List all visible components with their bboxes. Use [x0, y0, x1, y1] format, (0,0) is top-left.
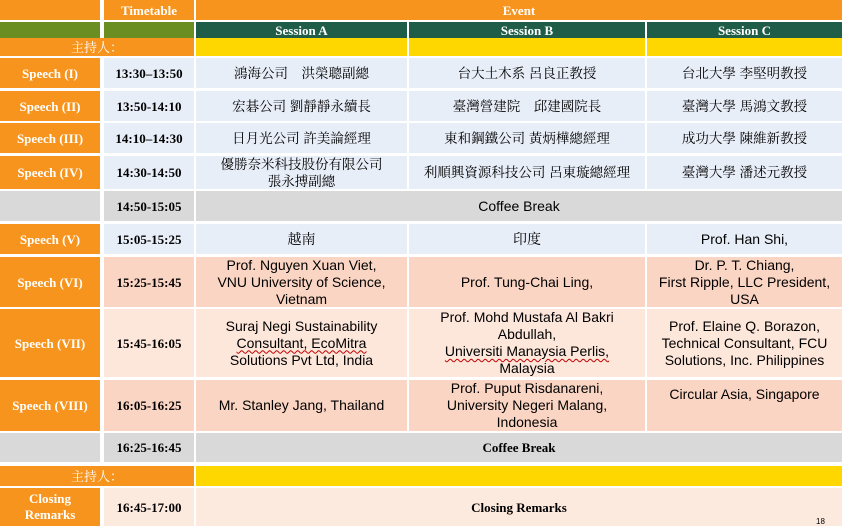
cell-line: Consultant, EcoMitra	[236, 334, 367, 351]
cell-line: First Ripple, LLC President,	[658, 273, 831, 290]
cell-line: Malaysia	[499, 360, 555, 376]
cell-line: University Negeri Malang,	[446, 397, 608, 413]
cell-line: Prof. Tung-Chai Ling,	[460, 273, 594, 290]
session-a-entry	[196, 58, 407, 88]
row-time: 15:25-15:45	[104, 257, 194, 307]
session-b-entry	[409, 257, 645, 307]
row-time: 13:30–13:50	[104, 58, 194, 88]
cell-line: 印度	[513, 230, 541, 247]
cell-line: 台北大學 李堅明教授	[681, 65, 808, 81]
cell-line: Dr. P. T. Chiang,	[694, 257, 795, 273]
header-olive-time	[104, 22, 194, 38]
row-time: 16:05-16:25	[104, 380, 194, 431]
session-a-entry	[196, 257, 407, 307]
row-label	[0, 191, 100, 221]
host-c	[647, 38, 842, 56]
row-time: 14:50-15:05	[104, 191, 194, 221]
session-b-entry	[409, 156, 645, 189]
coffee-break: Coffee Break	[196, 433, 842, 462]
cell-line: Prof. Mohd Mustafa Al Bakri	[440, 309, 614, 325]
cell-line: 張永搏副總	[267, 173, 336, 189]
cell-line: Closing	[29, 491, 71, 506]
row-label: Speech (VI)	[0, 257, 100, 307]
session-a-entry	[196, 156, 407, 189]
header-blank-left	[0, 0, 100, 20]
session-b-header: Session B	[409, 22, 645, 38]
row-label: Speech (IV)	[0, 156, 100, 189]
cell-line: 利順興資源科技公司 呂東璇總經理	[423, 165, 631, 180]
session-b-entry	[409, 58, 645, 88]
session-c-header: Session C	[647, 22, 842, 38]
header-event: Event	[196, 0, 842, 20]
host-closing	[196, 466, 842, 486]
row-time: 16:25-16:45	[104, 433, 194, 462]
closing-remarks: Closing Remarks	[196, 488, 842, 526]
cell-line: Prof. Puput Risdanareni,	[450, 380, 604, 396]
cell-line: 鴻海公司 洪榮聰副總	[234, 65, 369, 81]
cell-line: VNU University of Science,	[217, 273, 386, 290]
session-b-entry	[409, 380, 645, 431]
session-a-entry	[196, 123, 407, 153]
row-label: Speech (I)	[0, 58, 100, 88]
host-label: 主持人：	[0, 38, 194, 56]
cell-line: Solutions Pvt Ltd, India	[229, 351, 374, 368]
cell-line: Prof. Han Shi,	[700, 230, 789, 247]
coffee-break: Coffee Break	[196, 191, 842, 221]
header-olive-left	[0, 22, 100, 38]
cell-line: USA	[730, 290, 759, 307]
cell-line: 台大土木系 呂良正教授	[457, 65, 597, 81]
session-c-entry	[647, 58, 842, 88]
session-c-entry	[647, 380, 842, 431]
row-label	[0, 488, 100, 526]
session-a-entry	[196, 224, 407, 254]
row-time: 15:05-15:25	[104, 224, 194, 254]
cell-line: 臺灣大學 馬鴻文教授	[681, 98, 808, 114]
header-timetable: Timetable	[104, 0, 194, 20]
session-c-entry	[647, 156, 842, 189]
cell-line: Suraj Negi Sustainability	[225, 317, 378, 334]
session-a-header: Session A	[196, 22, 407, 38]
host-label-2: 主持人：	[0, 466, 194, 486]
session-b-entry	[409, 309, 645, 377]
host-a	[196, 38, 407, 56]
cell-line: Vietnam	[275, 290, 328, 307]
host-b	[409, 38, 645, 56]
session-b-entry	[409, 123, 645, 153]
row-time: 16:45-17:00	[104, 488, 194, 526]
session-c-entry	[647, 257, 842, 307]
row-label: Speech (II)	[0, 91, 100, 121]
row-label: Speech (V)	[0, 224, 100, 254]
row-label: Speech (VIII)	[0, 380, 100, 431]
row-label	[0, 433, 100, 462]
cell-line: 日月光公司 許美論經理	[232, 130, 371, 146]
cell-line: Technical Consultant, FCU	[661, 334, 828, 351]
session-a-entry	[196, 380, 407, 431]
cell-line: 東和鋼鐵公司 黃炳樺總經理	[444, 130, 610, 146]
session-c-entry	[647, 224, 842, 254]
row-time: 14:30-14:50	[104, 156, 194, 189]
cell-line: Universiti Manaysia Perlis,	[444, 343, 610, 359]
session-c-entry	[647, 91, 842, 121]
cell-line: Mr. Stanley Jang, Thailand	[218, 397, 385, 413]
cell-line: Solutions, Inc. Philippines	[664, 351, 825, 368]
cell-line: Abdullah,	[497, 326, 557, 342]
cell-line: Prof. Nguyen Xuan Viet,	[226, 257, 377, 273]
cell-line: 成功大學 陳維新教授	[681, 130, 808, 146]
row-time: 14:10–14:30	[104, 123, 194, 153]
row-time: 13:50-14:10	[104, 91, 194, 121]
cell-line: 越南	[287, 230, 316, 247]
cell-line: Remarks	[24, 507, 76, 522]
row-label: Speech (VII)	[0, 309, 100, 377]
session-b-entry	[409, 224, 645, 254]
cell-line: 臺灣大學 潘述元教授	[681, 165, 808, 180]
cell-line: 優勝奈米科技股份有限公司	[220, 156, 383, 172]
page-number: 18	[816, 517, 825, 526]
session-c-entry	[647, 309, 842, 377]
cell-line: 宏碁公司 劉靜靜永續長	[232, 98, 371, 114]
session-b-entry	[409, 91, 645, 121]
row-label: Speech (III)	[0, 123, 100, 153]
row-time: 15:45-16:05	[104, 309, 194, 377]
cell-line: Indonesia	[496, 414, 558, 430]
session-c-entry	[647, 123, 842, 153]
cell-line: Circular Asia, Singapore	[669, 386, 820, 402]
cell-line: Prof. Elaine Q. Borazon,	[669, 317, 820, 334]
cell-line: 臺灣營建院 邱建國院長	[452, 98, 602, 114]
session-a-entry	[196, 309, 407, 377]
session-a-entry	[196, 91, 407, 121]
